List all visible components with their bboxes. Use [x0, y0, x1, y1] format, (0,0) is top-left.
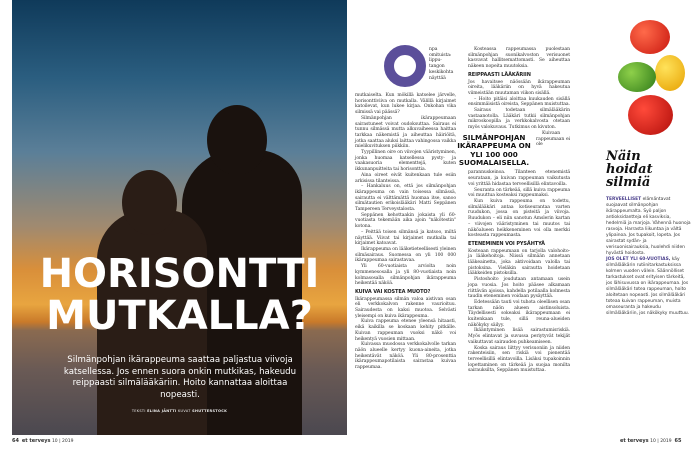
paragraph: – Hoito pitäisi aloittaa kuukauden sisällä ensimmäisistä oireista, Seppänen muistuttaa. [468, 96, 570, 108]
credit-label: TEKSTI [131, 409, 146, 413]
paragraph: Pistoshoito joudutaan antamaan usein jopa vuosia. Jos hoito pääsee alkamaan riittävän ajoissa, kahdella potilaalla kolmesta taudin eteneminen voidaan pysäyttää. [468, 277, 570, 300]
right-footer [620, 438, 682, 444]
paragraph: – Hankaluus on, että jos silmänpohjan ikärappeuma on vain toisessa silmässä, sairautta ei välttämättä huomaa itse, sanoo silmätautien erikoislääkäri Matti Seppänen Tampereen Terveystalosta. [355, 184, 456, 213]
issue: 10 | 2019 [51, 439, 74, 444]
paragraph: Kuiva rappeuma etenee yleensä hitaasti, eikä kaikilla se koskaan kehity pitkälle. Kuivan rappeuman vuoksi näkö voi heikentyä vuosien mittaan. [355, 319, 456, 342]
silhouette-head [207, 105, 267, 175]
sidebar-paragraph: käy silmälääkärin rutiinitarkastuksissa kolmen vuoden välein. Säännölliset tarkastukset ovat erityisen tärkeitä, jos lähisuvussa on ikärappeumaa. Jos silmälääkäri totea rappeuman, hoito aloitetaan nopeasti. Jos silmälääkäri toteaa kuivan rappeuman, muista omaseuranta ja hakeudu silmälääkäriin, jos näkökyky muuttuu. [606, 257, 690, 316]
paragraph: Aina oireet eivät kuitenkaan tule esiin arkisissa tilanteissa. [355, 172, 456, 184]
credit-photo: SHUTTERSTOCK [192, 409, 228, 413]
sidebar-paragraph: elämäntavat suojaavat silmänpohjan ikärappeumalta. Syö paljon antioksidantteja eli kasviksia, hedelmiä ja marjoja. Vähennä huonoja rasvoja. Harrasta liikuntaa ja vältä ylipainoa. Jos tupakoit, lopeta. Jos sairastat sydän- ja verisuonisairauksia, huolehdi niiden hyvästä hoidosta. [606, 197, 691, 256]
paragraph: Ikääntyminen lisää sairastumisriskiä. Myös elintavat ja suvussa periytyvät tekijät vaikuttavat sairauden puhkeamiseen. [468, 328, 570, 345]
credits [12, 409, 347, 413]
issue: 10 | 2019 [650, 439, 672, 444]
paragraph: Koska sairaus liittyy verisuoniin ja niiden rakenteisiin, sen riskiä voi pienentää terveellisillä elintavoilla. Lisäksi tupakoinnin lopettaminen on tärkeää ja suojaa monilta sairauksilta, Seppänen muistuttaa. [468, 345, 570, 374]
lead-paragraph: Silmänpohjan ikärappeuma saattaa paljastua viivoja katsellessa. Jos ennen suora onkin mutkikas, hakeudu reippaasti silmälääkäriin. Hoito kannattaa aloittaa nopeasti. [63, 355, 297, 400]
sidebar-title: Näin hoidat silmiä [606, 149, 653, 190]
pull-quote: SILMÄNPOHJAN IKÄRAPPEUMA ON YLI 100 000 SUOMALAISELLA. [457, 132, 531, 168]
paragraph: npa omituista: lippu-tangon keskikohta näyttää mutkaiselta. Kun mökillä katselee järvelle, horisonttiviiva on mutkalla. Välillä kirjaimet katoilevat, kun lukee kirjaa. Onkohan vika silmissä vai päässä? [355, 47, 456, 116]
yellow-pepper [655, 55, 685, 91]
paragraph: Ikärappeumassa silmän valoa aistivan osan eli verkkokalvon rakenne vaurioituu. Sairaudesta on kaksi muotoa. Selvästi yleisempi on kuiva ikärappeuma. [355, 296, 456, 319]
sidebar-text [606, 197, 691, 317]
paragraph: Seuranta on tärkeää, sillä kuiva rappeuma voi muuttua kosteaksi rappeumaksi. [468, 187, 570, 199]
paragraph: Jos havaitsee näössään ikärappeuman oireita, lääkäriin on hyvä hakeutua viimeistään muutaman viikon sisällä. [468, 79, 570, 96]
credit-photo-label: KUVAT [178, 409, 191, 413]
magazine-name: et terveys [21, 438, 51, 444]
title-line-1: HORISONTTI [39, 251, 320, 297]
credit-author: ELINA JÄNTTI [147, 409, 177, 413]
paragraph: Ikärappeuma on lääketieteellisesti yleinen silmäsairaus. Suomessa on yli 100 000 ikärappeumaa sairastavaa. [355, 246, 456, 264]
subheading: ETENEMINEN VOI PYSÄHTYÄ [468, 240, 545, 247]
green-vegetable [618, 62, 656, 92]
paragraph: – Peittää toisen silmänsä ja katsoo, miltä näyttää. Viivat tai kirjaimet mutkalla tai kirjaimet katoavat. [355, 229, 456, 247]
column-1 [355, 47, 456, 371]
page-number: 64 [12, 438, 19, 444]
sidebar-lead-2: JOS OLET YLI 60-VUOTIAS, [606, 257, 671, 262]
silhouette-woman-head [122, 170, 177, 235]
column-2 [457, 47, 570, 374]
subheading: KUIVA VAI KOSTEA MUOTO? [355, 288, 431, 295]
tomato [630, 20, 670, 54]
paragraph: Kun kuiva rappeuma on todettu, silmälääkäri antaa kotiseurantaa varten ruudukon, jossa on pisteitä ja viivoja. Ruudukon – eli niin sanotun Amslerin kartan – viivojen vääristyminen tai muutos tai näköalueen heikkeneminen voi olla merkki kosteasta rappeumasta. [468, 198, 570, 239]
paragraph: Yli 60-vuotiaista arviolta noin kymmenesosalla ja yli 80-vuotiaista noin kolmasosalla silmänpohjan ikärappeuma heikentää näköä. [355, 264, 456, 287]
left-footer [12, 438, 74, 444]
paragraph: Kuivassa muodossa verkkokalvolle tarkan näön alueelle kertyy kuona-aineita, jotka heikentävät näköä. Yli 80-prosenttia ikärappeumapotilaista sairastaa kuivaa rappeumaa. [355, 342, 456, 371]
magazine-name: et terveys [620, 438, 649, 444]
paragraph: Kosteassa rappeumassa puolestaan silmänpohjan suonikalvoston verisuonet kasvavat hallitsemattomasti. Se aiheuttaa näkeen nopeita muutoksia. [468, 47, 570, 70]
paragraph: Edetessään tauti voi tuhota oleellisen osan tarkan näön alueen aistinsoluista. Täydellisesti sokeaksi ikärappeumaan ei kuitenkaan tule, sillä reuna-alueiden näkökyky säilyy. [468, 299, 570, 328]
paragraph: Silmänpohjan ikärappeumaan sairastuneet voivat oudoksuttaa. Sairaus ei tunnu silmässä mutta alkuvaiheessa haittaa tarkkaa näkemistä ja aiheuttaa häiriöitä, jotka saattaa aluksi laittaa vahingossa vaikka mielikuvituksen piikkiin. [355, 115, 456, 150]
paragraph: Sairaus todetaan silmälääkärin vastaanotolla. Lääkäri tutkii silmänpohjan mikroskoopilla ja verkkokalvosta otetaan myös valokuvaus. Tutkimus on kivuton. [468, 108, 570, 131]
sidebar-box [606, 150, 691, 317]
page-number: 65 [674, 438, 682, 444]
drop-cap-space [355, 47, 429, 93]
paragraph: Kosteaan rappeumaan on tarjolla valohoito- ja lääkehoitoja. Niissä silmään annetaan lääkeainetta, joka aktivoidaan valolla tai pistoksina. Vieläkin sairautta hoidetaan lääkkeiden pistoksilla. [468, 248, 570, 277]
paragraph: Kuivaan rappeumaan ei ole parannuskeinoa. Tilanteen etenemistä seurataan, ja kuivan rappeuman vaikutusta voi yrittää hidastaa terveellisillä elintavoilla. [468, 130, 570, 187]
red-pepper [628, 95, 673, 135]
sidebar-lead-1: TERVEELLISET [606, 197, 642, 202]
title-line-2: MUTKALLA? [46, 293, 313, 339]
subheading: REIPPAASTI LÄÄKÄRIIN [468, 71, 531, 78]
paragraph: Tyypillinen oire on viivojen vääristyminen, jonka huomaa katsellessa pysty- ja vaakasuoria elementtejä, kuten ikkunanpuitteita tai horisonttia. [355, 150, 456, 173]
paragraph: Seppänen kehottaakin jokaista yli 60-vuotiasta tekemään aika ajoin "näkötestin" kotona. [355, 212, 456, 230]
